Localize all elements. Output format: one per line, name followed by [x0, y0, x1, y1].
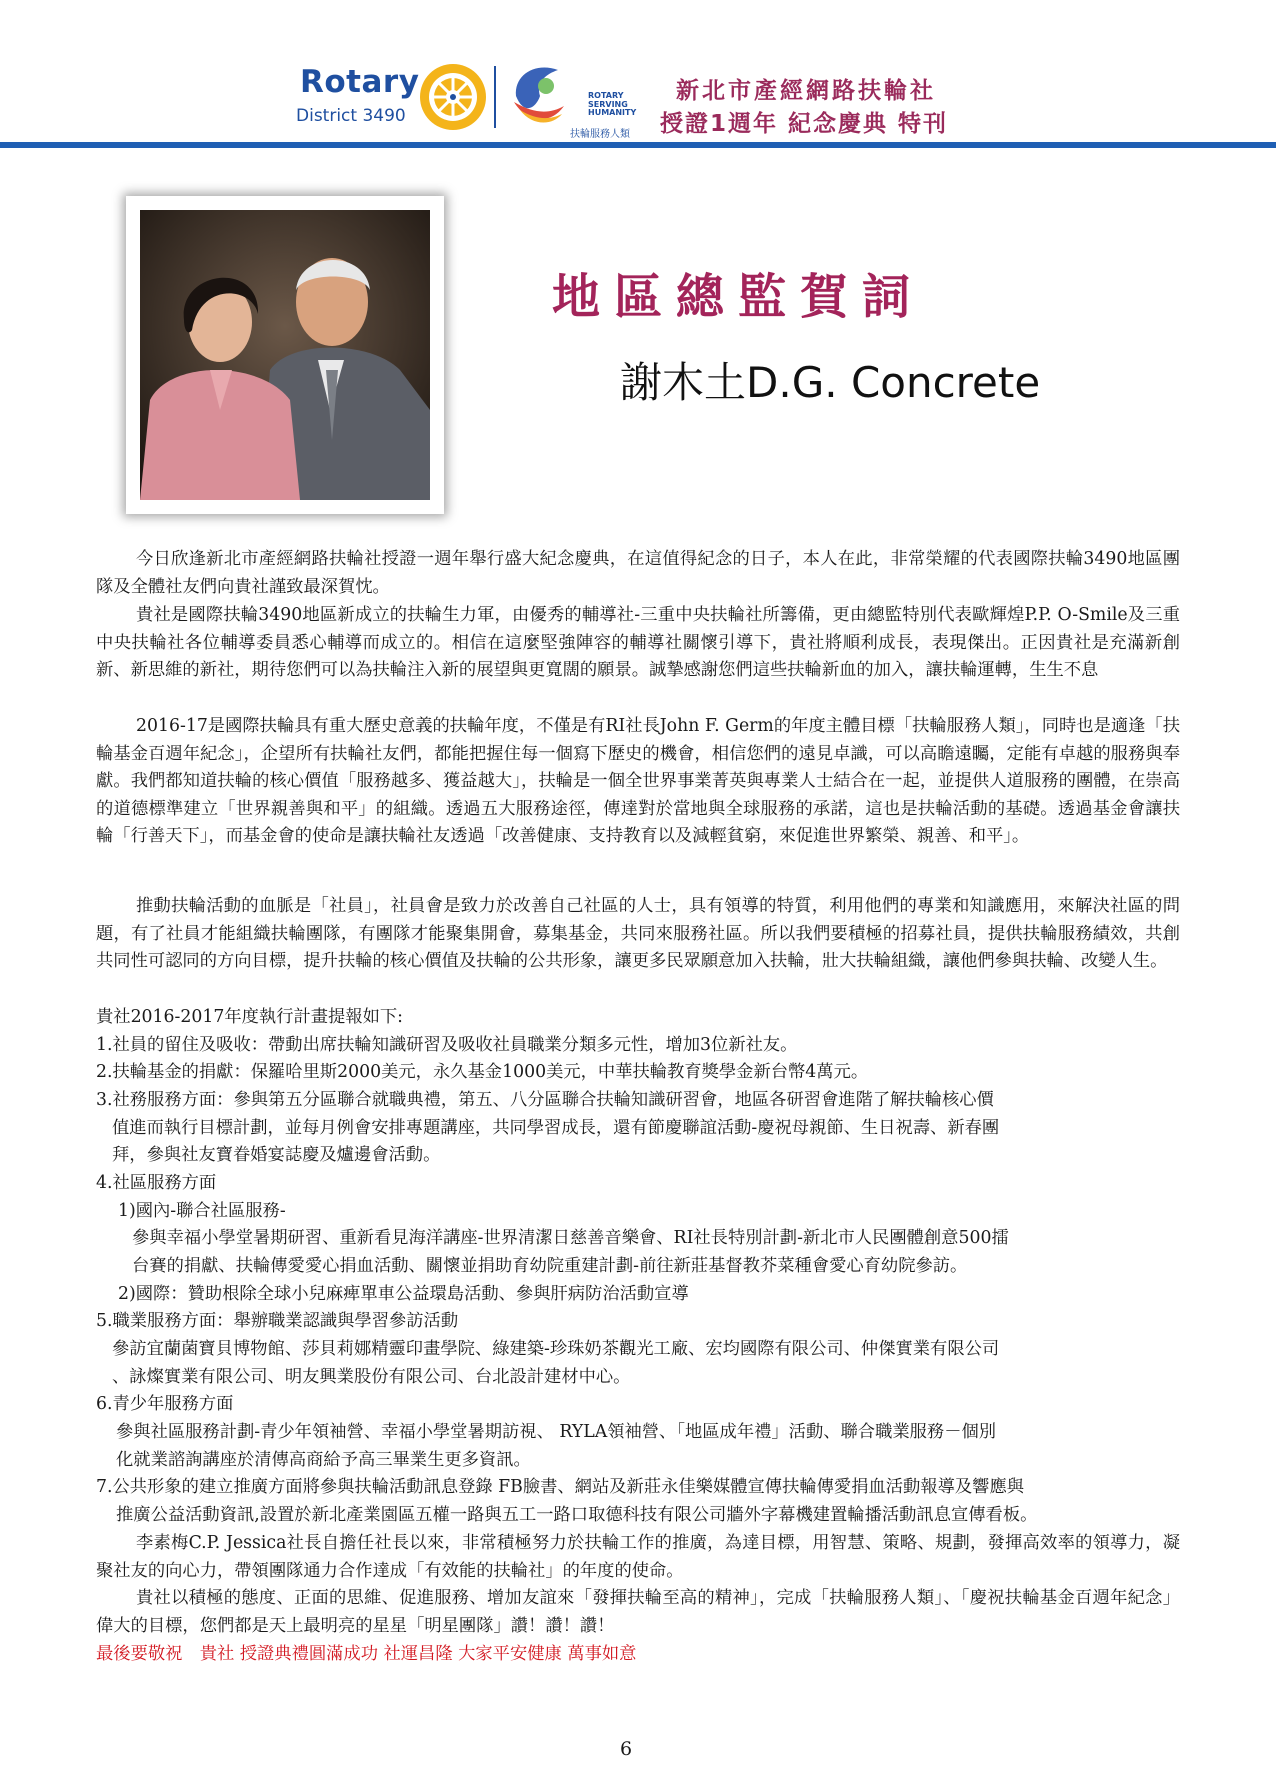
- paragraph-4: 推動扶輪活動的血脈是「社員」，社員會是致力於改善自己社區的人士，具有領導的特質，利用他們的專業和知識應用，來解決社區的問題，有了社員才能組織扶輪團隊，有團隊才能聚集開會，募集基金，共同來服務社區。所以我們要積極的招募社員，提供扶輪服務績效，共創共同性可認同的方向目標，提升扶輪的核心價值及扶輪的公共形象，讓更多民眾願意加入扶輪，壯大扶輪組織，讓他們參與扶輪、改變人生。: [96, 896, 1180, 972]
- sub-item-text: 參與幸福小學堂暑期研習、重新看見海洋講座-世界清潔日慈善音樂會、RI社長特別計劃-新北市人民團體創意500擂: [132, 1228, 1009, 1248]
- list-item-continued: 值進而執行目標計劃，並每月例會安排專題講座，共同學習成長，還有節慶聯誼活動-慶祝母親節、生日祝壽、新春團: [112, 1118, 1000, 1138]
- final-wish: 最後要敬祝 貴社 授證典禮圓滿成功 社運昌隆 大家平安健康 萬事如意: [96, 1644, 637, 1664]
- district-label: District 3490: [296, 106, 406, 126]
- portrait-photo: [140, 210, 430, 500]
- list-item-continued: 參訪宜蘭菌寶貝博物館、莎貝莉娜精靈印畫學院、綠建築-珍珠奶茶觀光工廠、宏均國際有限公司、仲傑實業有限公司: [112, 1339, 1000, 1359]
- list-item: 2.扶輪基金的捐獻：保羅哈里斯2000美元，永久基金1000美元，中華扶輪教育獎學金新台幣4萬元。: [96, 1062, 869, 1082]
- sub-item: 2)國際：贊助根除全球小兒麻痺單車公益環島活動、參與肝病防治活動宣導: [118, 1284, 689, 1304]
- report-intro: 貴社2016-2017年度執行計畫提報如下:: [96, 1007, 403, 1027]
- article-heading: 地區總監賀詞: [552, 269, 925, 325]
- paragraph-2: 貴社是國際扶輪3490地區新成立的扶輪生力軍，由優秀的輔導社-三重中央扶輪社所籌備，更由總監特別代表歐輝煌P.P. O-Smile及三重中央扶輪社各位輔導委員悉心輔導而成立的。相信在這麼堅強陣容的輔導社關懷引導下，貴社將順利成長，表現傑出。正因貴社是充滿新創新、新思維的新社，期待您們可以為扶輪注入新的展望與更寬闊的願景。誠摯感謝您們這些扶輪新血的加入，讓扶輪運轉，生生不息: [96, 605, 1180, 681]
- list-item-continued: 、詠燦實業有限公司、明友興業股份有限公司、台北設計建材中心。: [112, 1367, 631, 1387]
- paragraph-closing-2: 貴社以積極的態度、正面的思維、促進服務、增加友誼來「發揮扶輪至高的精神」，完成「扶輪服務人類」、「慶祝扶輪基金百週年紀念」偉大的目標，您們都是天上最明亮的星星「明星團隊」讚！讚！讚！: [96, 1588, 1180, 1636]
- rotary-logo-text: Rotary: [300, 64, 420, 100]
- list-item: 1.社員的留住及吸收：帶動出席扶輪知識研習及吸收社員職業分類多元性，增加3位新社友。: [96, 1035, 798, 1055]
- paragraph-closing-1: 李素梅C.P. Jessica社長自擔任社長以來，非常積極努力於扶輪工作的推廣，為達目標，用智慧、策略、規劃，發揮高效率的領導力，凝聚社友的向心力，帶領團隊通力合作達成「有效能的扶輪社」的年度的使命。: [96, 1533, 1180, 1581]
- rotary-wheel-icon: [418, 62, 488, 132]
- portrait-frame: [126, 196, 444, 514]
- header-rule: [0, 142, 1276, 148]
- list-item: 5.職業服務方面：舉辦職業認識與學習參訪活動: [96, 1311, 459, 1331]
- list-item: 7.公共形象的建立推廣方面將參與扶輪活動訊息登錄 FB臉書、網站及新莊永佳樂媒體宣傳扶輪傳愛捐血活動報導及響應與: [96, 1477, 1025, 1497]
- publication-title: 授證1週年 紀念慶典 特刊: [660, 111, 949, 137]
- paragraph-3: 2016-17是國際扶輪具有重大歷史意義的扶輪年度，不僅是有RI社長John F. Germ的年度主體目標「扶輪服務人類」，同時也是適逢「扶輪基金百週年紀念」，企望所有扶輪社友們，都能把握住每一個寫下歷史的機會，相信您們的遠見卓識，可以高瞻遠矚，定能有卓越的服務與奉獻。我們都知道扶輪的核心價值「服務越多、獲益越大」，扶輪是一個全世界事業菁英與專業人士結合在一起，並提供人道服務的團體，在崇高的道德標準建立「世界親善與和平」的組織。透過五大服務途徑，傳達對於當地與全球服務的承諾，這也是扶輪活動的基礎。透過基金會讓扶輪「行善天下」，而基金會的使命是讓扶輪社友透過「改善健康、支持教育以及減輕貧窮，來促進世界繁榮、親善、和平」。: [96, 716, 1180, 847]
- list-item-continued: 推廣公益活動資訊,設置於新北產業園區五權一路與五工一路口取德科技有限公司牆外字幕機建置輪播活動訊息宣傳看板。: [116, 1505, 1038, 1525]
- paragraph-1: 今日欣逢新北市產經網路扶輪社授證一週年舉行盛大紀念慶典，在這值得紀念的日子，本人在此，非常榮耀的代表國際扶輪3490地區團隊及全體社友們向貴社謹致最深賀忱。: [96, 549, 1180, 597]
- club-title: 新北市產經網路扶輪社: [676, 78, 936, 104]
- list-item: 4.社區服務方面: [96, 1173, 217, 1193]
- list-item-continued: 參與社區服務計劃-青少年領袖營、幸福小學堂暑期訪視、 RYLA領袖營、「地區成年禮」活動、聯合職業服務－個別: [116, 1422, 997, 1442]
- theme-logo-icon: [506, 56, 570, 130]
- logo-divider: [494, 66, 496, 128]
- list-item-continued: 拜，參與社友寶眷婚宴誌慶及爐邊會活動。: [112, 1145, 441, 1165]
- page-number: 6: [620, 1738, 633, 1760]
- theme-tagline: ROTARY SERVING HUMANITY: [588, 91, 637, 117]
- list-item: 6.青少年服務方面: [96, 1394, 234, 1414]
- article-author: 謝木土D.G. Concrete: [620, 358, 1041, 407]
- theme-tagline-cn: 扶輪服務人類: [570, 129, 630, 140]
- list-item-continued: 化就業諮詢講座於清傳高商給予高三畢業生更多資訊。: [116, 1450, 531, 1470]
- sub-item-text: 台賽的捐獻、扶輪傳愛愛心捐血活動、關懷並捐助育幼院重建計劃-前往新莊基督教芥菜種會愛心育幼院參訪。: [132, 1256, 968, 1276]
- list-item: 3.社務服務方面：參與第五分區聯合就職典禮，第五、八分區聯合扶輪知識研習會，地區各研習會進階了解扶輪核心價: [96, 1090, 994, 1110]
- sub-item: 1)國內-聯合社區服務-: [118, 1201, 286, 1221]
